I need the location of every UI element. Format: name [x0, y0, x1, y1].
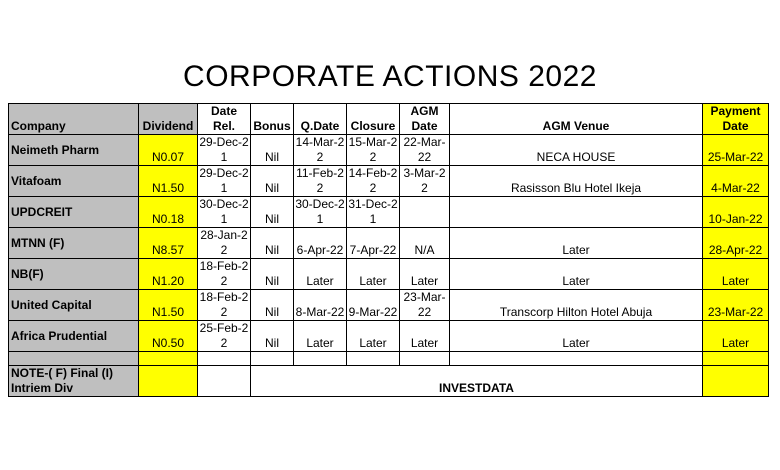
header-dividend: Dividend — [139, 104, 198, 135]
header-date-rel: Date Rel. — [198, 104, 251, 135]
agm-date-cell: 3-Mar-22 — [400, 166, 450, 197]
date-rel-cell: 25-Feb-22 — [198, 321, 251, 352]
table-row — [9, 228, 769, 259]
bonus-cell: Nil — [251, 259, 294, 290]
payment-date-cell: 10-Jan-22 — [703, 197, 769, 228]
date-rel-cell: 29-Dec-21 — [199, 135, 249, 164]
payment-date-cell: 28-Apr-22 — [703, 228, 769, 259]
company-cell: Africa Prudential — [9, 321, 139, 352]
bonus-cell: Nil — [251, 166, 294, 197]
header-agm-venue: AGM Venue — [450, 104, 703, 135]
table-row — [9, 197, 769, 228]
note-cell: NOTE-( F) Final (I) Intriem Div — [9, 366, 139, 397]
empty-cell — [198, 352, 251, 366]
dividend-cell: N1.50 — [139, 166, 198, 197]
qdate-cell: Later — [294, 321, 347, 352]
company-cell: Vitafoam — [9, 166, 139, 197]
agm-date-cell: 22-Mar-22 — [400, 135, 450, 166]
empty-cell — [294, 352, 347, 366]
payment-date-cell: 25-Mar-22 — [703, 135, 769, 166]
qdate-cell: 6-Apr-22 — [294, 228, 347, 259]
date-rel-cell: 18-Feb-22 — [198, 290, 251, 321]
dividend-cell: N1.20 — [139, 259, 198, 290]
agm-venue-cell: Transcorp Hilton Hotel Abuja — [450, 290, 703, 321]
agm-venue-cell: Rasisson Blu Hotel Ikeja — [450, 166, 703, 197]
agm-date-cell: N/A — [400, 228, 450, 259]
agm-date-cell: 23-Mar-22 — [400, 290, 450, 321]
header-company: Company — [9, 104, 139, 135]
payment-date-cell: Later — [703, 259, 769, 290]
empty-cell — [251, 352, 294, 366]
empty-cell — [400, 352, 450, 366]
empty-cell — [139, 352, 198, 366]
corporate-actions-table — [8, 103, 769, 397]
empty-cell — [450, 352, 703, 366]
page-title: CORPORATE ACTIONS 2022 — [183, 60, 597, 93]
empty-cell — [139, 366, 198, 397]
empty-cell — [703, 352, 769, 366]
payment-date-cell: 4-Mar-22 — [703, 166, 769, 197]
agm-venue-cell: Later — [450, 228, 703, 259]
bonus-cell: Nil — [251, 290, 294, 321]
closure-cell: 31-Dec-21 — [348, 197, 398, 226]
bonus-cell: Nil — [251, 197, 294, 228]
closure-cell: 9-Mar-22 — [347, 290, 400, 321]
agm-date-cell — [400, 197, 450, 228]
qdate-cell: 8-Mar-22 — [294, 290, 347, 321]
table-row — [9, 135, 769, 166]
spacer-row — [9, 352, 769, 366]
agm-date-cell: Later — [400, 259, 450, 290]
dividend-cell: N0.50 — [139, 321, 198, 352]
company-cell: Neimeth Pharm — [9, 135, 139, 166]
agm-venue-cell: Later — [450, 321, 703, 352]
company-cell: UPDCREIT — [9, 197, 139, 228]
closure-cell: Later — [347, 321, 400, 352]
dividend-cell: N8.57 — [139, 228, 198, 259]
note-row — [9, 366, 769, 397]
empty-cell — [347, 352, 400, 366]
date-rel-cell: 28-Jan-22 — [198, 228, 251, 259]
date-rel-cell: 18-Feb-22 — [198, 259, 251, 290]
date-rel-cell: 30-Dec-21 — [199, 197, 249, 226]
payment-date-cell: 23-Mar-22 — [703, 290, 769, 321]
agm-date-cell: Later — [400, 321, 450, 352]
table-row — [9, 290, 769, 321]
qdate-cell: 11-Feb-22 — [294, 166, 347, 197]
dividend-cell: N1.50 — [139, 290, 198, 321]
empty-cell — [198, 366, 251, 397]
payment-date-cell: Later — [703, 321, 769, 352]
agm-venue-cell: NECA HOUSE — [450, 135, 703, 166]
dividend-cell: N0.07 — [139, 135, 198, 166]
header-qdate: Q.Date — [294, 104, 347, 135]
table-row — [9, 321, 769, 352]
dividend-cell: N0.18 — [139, 197, 198, 228]
date-rel-cell: 29-Dec-21 — [199, 166, 249, 195]
header-agm-date: AGM Date — [400, 104, 450, 135]
empty-cell — [703, 366, 769, 397]
closure-cell: Later — [347, 259, 400, 290]
header-row — [9, 104, 769, 135]
closure-cell: 14-Feb-22 — [347, 166, 400, 197]
qdate-cell: Later — [294, 259, 347, 290]
table-row — [9, 259, 769, 290]
agm-venue-cell — [450, 197, 703, 228]
header-closure: Closure — [347, 104, 400, 135]
closure-cell: 15-Mar-22 — [347, 135, 400, 166]
empty-cell — [9, 352, 139, 366]
bonus-cell: Nil — [251, 135, 294, 166]
header-bonus: Bonus — [251, 104, 294, 135]
qdate-cell: 30-Dec-21 — [295, 197, 345, 226]
bonus-cell: Nil — [251, 321, 294, 352]
qdate-cell: 14-Mar-22 — [294, 135, 347, 166]
closure-cell: 7-Apr-22 — [347, 228, 400, 259]
company-cell: United Capital — [9, 290, 139, 321]
table-row — [9, 166, 769, 197]
header-payment-date: Payment Date — [703, 104, 769, 135]
brand-label: INVESTDATA — [251, 366, 703, 397]
agm-venue-cell: Later — [450, 259, 703, 290]
company-cell: MTNN (F) — [9, 228, 139, 259]
company-cell: NB(F) — [9, 259, 139, 290]
bonus-cell: Nil — [251, 228, 294, 259]
